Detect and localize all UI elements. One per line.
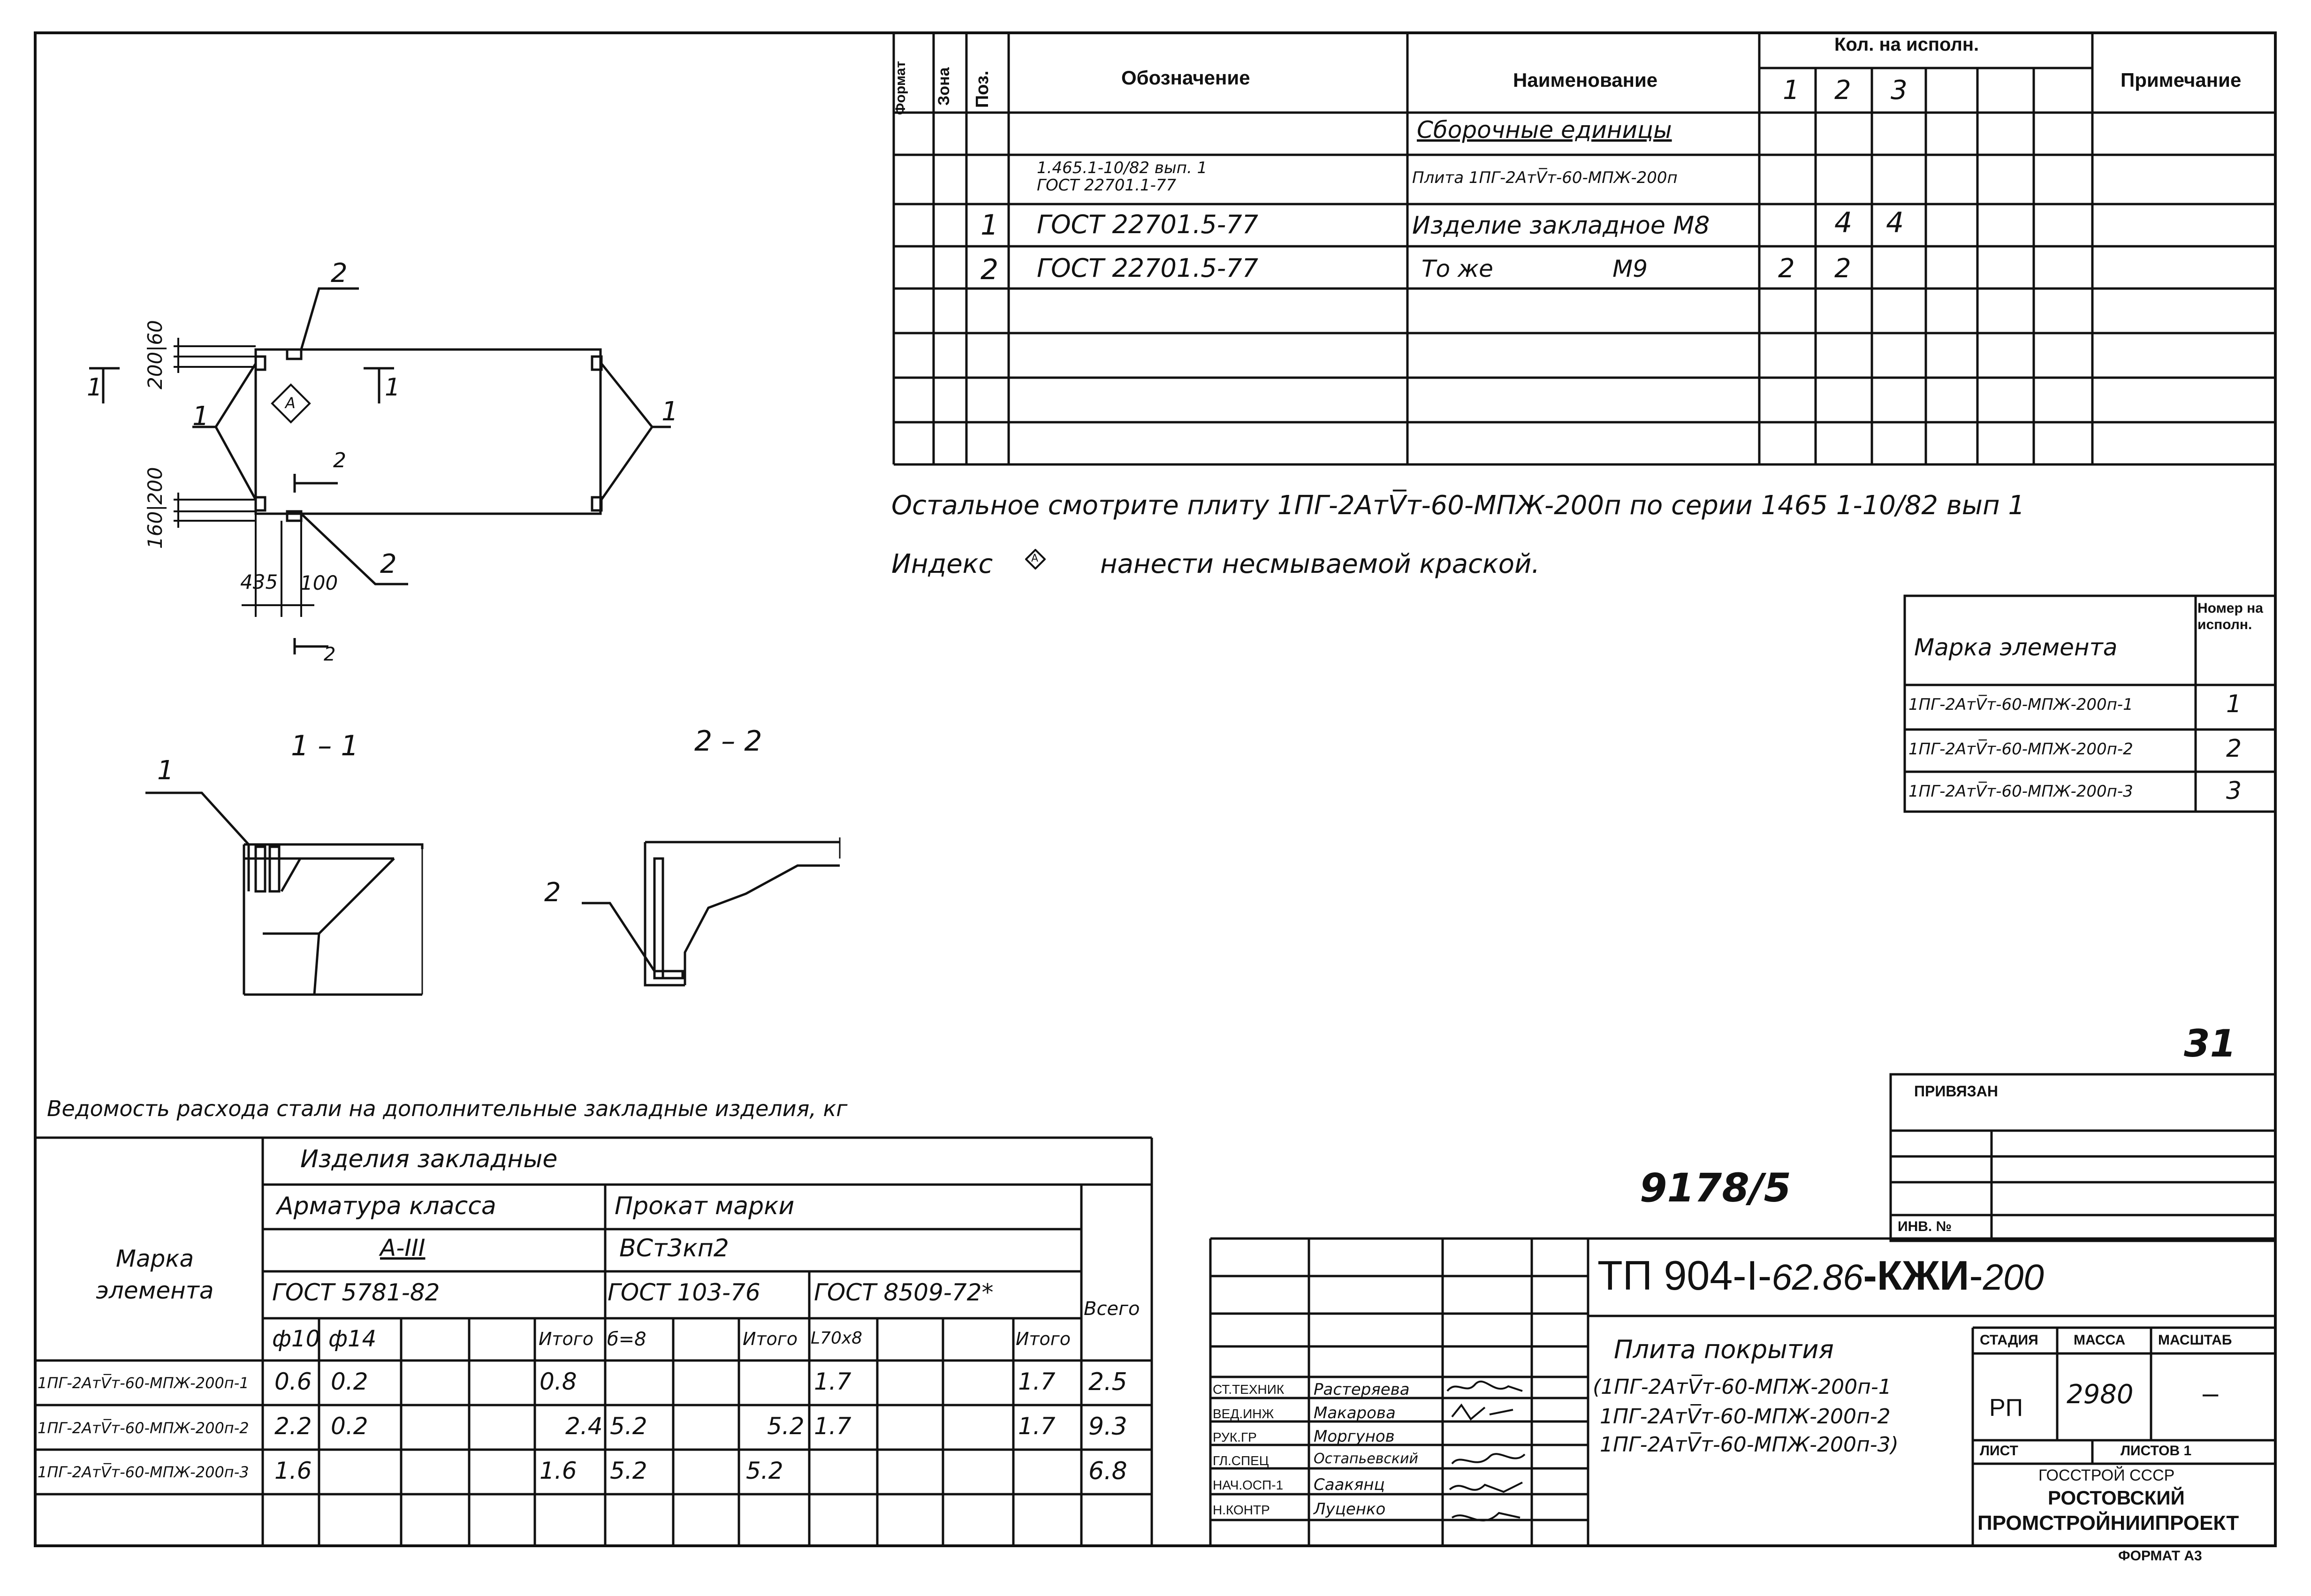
spec-table-grid (894, 33, 2275, 464)
org-line-1: ГОССТРОЙ СССР (2038, 1467, 2175, 1484)
diamond-plan-letter: А (285, 394, 296, 412)
spec-header-format: Формат (893, 61, 908, 115)
section-2-title: 2 – 2 (694, 725, 762, 758)
plan-view (89, 289, 671, 654)
object-line-2: 1ПГ-2АтV̅т-60-МПЖ-200п-2 (1600, 1405, 1891, 1429)
staff-role-2: ВЕД.ИНЖ (1213, 1406, 1274, 1421)
steel-row-1-all: 2.5 (1088, 1368, 1127, 1396)
spec-header-qty: Кол. на исполн. (1834, 34, 1979, 55)
steel-table-title: Ведомость расхода стали на дополнительные закладные изделия, кг (47, 1096, 848, 1121)
section-2-2 (582, 837, 840, 985)
dim-200-60: 200|60 (144, 320, 167, 389)
steel-row-3-tot1: 1.6 (540, 1457, 577, 1484)
dim-435: 435 (240, 570, 278, 593)
callout-2-top: 2 (331, 258, 348, 289)
mark-table-row-3-num: 3 (2226, 777, 2242, 805)
spec-header-name: Наименование (1513, 69, 1658, 91)
staff-role-4: ГЛ.СПЕЦ (1213, 1453, 1269, 1468)
staff-name-4: Остапьевский (1314, 1451, 1419, 1467)
steel-sub-d10: ф10 (272, 1326, 320, 1352)
scale-value: – (2203, 1377, 2219, 1409)
section-mark-2-bottom: 2 (324, 644, 336, 665)
steel-header-gost2: ГОСТ 8509-72* (814, 1279, 994, 1306)
inv-label: ИНВ. № (1898, 1219, 1952, 1234)
spec-row-2-q3: 4 (1886, 206, 1904, 239)
spec-row-3-q1: 2 (1778, 253, 1795, 284)
steel-sub-total3: Итого (1016, 1329, 1071, 1349)
steel-row-1-mark: 1ПГ-2АтV̅т-60-МПЖ-200п-1 (38, 1374, 249, 1392)
object-title: Плита покрытия (1614, 1335, 1834, 1364)
steel-row-2-all: 9.3 (1088, 1413, 1127, 1441)
steel-row-2-d10: 2.2 (274, 1413, 312, 1440)
mark-table-row-1-mark: 1ПГ-2АтV̅т-60-МПЖ-200п-1 (1908, 695, 2133, 714)
diamond-index-icon (1025, 549, 1046, 570)
spec-row-3-designation: ГОСТ 22701.5-77 (1037, 253, 1258, 283)
code-prefix: ТП 904-I- (1597, 1252, 1772, 1299)
diamond-index-letter: А (1031, 553, 1039, 564)
scale-label: МАСШТАБ (2158, 1332, 2232, 1348)
section-mark-1-right: 1 (385, 373, 401, 402)
code-kzhi: КЖИ (1877, 1252, 1969, 1299)
steel-header-mark: Марка элемента (96, 1245, 214, 1304)
steel-header-rolled: Прокат марки (615, 1192, 795, 1220)
staff-name-1: Растеряева (1314, 1380, 1410, 1399)
steel-sub-d14: ф14 (328, 1326, 377, 1352)
section-1-title: 1 – 1 (291, 730, 359, 762)
steel-row-3-mark: 1ПГ-2АтV̅т-60-МПЖ-200п-3 (38, 1463, 249, 1481)
steel-row-2-l70: 1.7 (814, 1413, 851, 1440)
note-line-2-after: нанести несмываемой краской. (1100, 549, 1540, 579)
steel-row-2-mark: 1ПГ-2АтV̅т-60-МПЖ-200п-2 (38, 1419, 249, 1437)
steel-sub-t8: б=8 (607, 1329, 646, 1350)
steel-row-1-l70: 1.7 (814, 1368, 851, 1395)
spec-header-pos: Поз. (973, 70, 992, 108)
project-number: 9178/5 (1640, 1165, 1791, 1211)
note-line-2-before: Индекс (891, 549, 993, 579)
steel-row-2-t8: 5.2 (610, 1413, 647, 1440)
spec-row-3-name: То же М9 (1422, 255, 1648, 282)
sheet-label: ЛИСТ (1980, 1443, 2018, 1459)
steel-header-gost1: ГОСТ 103-76 (608, 1279, 760, 1306)
org-line-2: РОСТОВСКИЙ (2048, 1487, 2185, 1509)
steel-sub-total1: Итого (539, 1329, 594, 1349)
callout-2-mid: 2 (333, 448, 346, 472)
spec-row-2-pos: 1 (981, 209, 999, 242)
steel-header-items: Изделия закладные (300, 1145, 558, 1173)
steel-row-2-d14: 0.2 (331, 1413, 368, 1440)
callout-2-bottom: 2 (380, 549, 397, 579)
steel-row-2-tot2: 5.2 (767, 1413, 805, 1440)
spec-section-title: Сборочные единицы (1417, 116, 1672, 144)
sheets-label: ЛИСТОВ 1 (2121, 1443, 2192, 1459)
staff-role-1: СТ.ТЕХНИК (1213, 1382, 1285, 1397)
steel-row-3-tot2: 5.2 (746, 1457, 783, 1484)
code-num: 62.86 (1771, 1256, 1863, 1298)
sheet-number: 31 (2184, 1022, 2236, 1065)
staff-name-5: Саакянц (1314, 1475, 1385, 1494)
steel-sub-total2: Итого (743, 1329, 798, 1349)
mark-table-header-mark: Марка элемента (1914, 634, 2118, 661)
dim-160-200: 160|200 (144, 467, 167, 549)
spec-row-1-designation: 1.465.1-10/82 вып. 1 ГОСТ 22701.1-77 (1037, 159, 1208, 195)
steel-row-2-tot1: 2.4 (565, 1413, 603, 1440)
org-line-3: ПРОМСТРОЙНИИПРОЕКТ (1977, 1512, 2239, 1535)
section-mark-1-left: 1 (87, 373, 103, 402)
steel-row-1-d14: 0.2 (331, 1368, 368, 1395)
staff-name-2: Макарова (1314, 1404, 1396, 1422)
spec-header-qty-1: 1 (1783, 75, 1800, 106)
code-num2: 200 (1983, 1256, 2044, 1298)
steel-header-total: Всего (1084, 1298, 1140, 1320)
steel-header-rebar-gost: ГОСТ 5781-82 (272, 1279, 440, 1306)
code-sep: - (1863, 1252, 1877, 1299)
spec-row-1-name: Плита 1ПГ-2АтV̅т-60-МПЖ-200п (1412, 168, 1678, 187)
steel-row-3-all: 6.8 (1088, 1457, 1127, 1485)
steel-row-3-d10: 1.6 (274, 1457, 312, 1484)
object-line-3: 1ПГ-2АтV̅т-60-МПЖ-200п-3) (1600, 1433, 1899, 1457)
steel-header-rebar: Арматура класса (277, 1192, 496, 1220)
callout-1-right: 1 (661, 396, 678, 427)
binding-label: ПРИВЯЗАН (1914, 1083, 1998, 1100)
code-sep2: - (1969, 1252, 1983, 1299)
mark-table-row-2-num: 2 (2226, 735, 2242, 763)
document-code (1597, 1252, 2044, 1299)
mark-table-row-2-mark: 1ПГ-2АтV̅т-60-МПЖ-200п-2 (1908, 740, 2133, 759)
dim-100: 100 (300, 571, 338, 594)
spec-row-2-designation: ГОСТ 22701.5-77 (1037, 210, 1258, 239)
note-line-1: Остальное смотрите плиту 1ПГ-2АтV̅т-60-МПЖ-200п по серии 1465 1-10/82 вып 1 (891, 490, 2025, 521)
steel-header-rolled-grade: ВСт3кп2 (619, 1234, 729, 1262)
object-line-1: (1ПГ-2АтV̅т-60-МПЖ-200п-1 (1593, 1375, 1892, 1399)
section-2-callout: 2 (544, 877, 561, 908)
steel-sub-l70: L70x8 (811, 1329, 863, 1348)
stage-value: РП (1989, 1394, 2023, 1421)
callout-1-left: 1 (192, 401, 209, 432)
steel-header-rebar-class: А-III (380, 1234, 426, 1262)
steel-row-1-tot3: 1.7 (1018, 1368, 1056, 1395)
spec-header-qty-2: 2 (1834, 75, 1851, 106)
mass-value: 2980 (2067, 1379, 2134, 1410)
spec-header-note: Примечание (2121, 69, 2242, 91)
steel-row-3-t8: 5.2 (610, 1457, 647, 1484)
format-label: ФОРМАТ А3 (2118, 1548, 2202, 1564)
stage-label: СТАДИЯ (1980, 1332, 2038, 1348)
mass-label: МАССА (2074, 1332, 2126, 1348)
spec-header-zone: Зона (935, 67, 953, 106)
signatures (1443, 1377, 1532, 1546)
spec-row-3-q2: 2 (1834, 253, 1851, 284)
spec-row-3-pos: 2 (981, 253, 999, 286)
spec-header-designation: Обозначение (1121, 67, 1250, 89)
staff-name-3: Моргунов (1314, 1427, 1395, 1446)
staff-role-6: Н.КОНТР (1213, 1503, 1270, 1517)
steel-row-1-tot1: 0.8 (540, 1368, 577, 1395)
section-1-callout: 1 (157, 755, 174, 786)
mark-table-row-1-num: 1 (2226, 690, 2242, 718)
staff-role-3: РУК.ГР (1213, 1430, 1257, 1444)
staff-role-5: НАЧ.ОСП-1 (1213, 1478, 1284, 1492)
steel-row-1-d10: 0.6 (274, 1368, 312, 1395)
steel-row-2-tot3: 1.7 (1018, 1413, 1056, 1440)
spec-header-qty-3: 3 (1891, 75, 1908, 106)
mark-table-header-num: Номер на исполн. (2197, 600, 2263, 632)
mark-table-row-3-mark: 1ПГ-2АтV̅т-60-МПЖ-200п-3 (1908, 782, 2133, 801)
section-1-1 (145, 793, 422, 995)
spec-row-2-q2: 4 (1834, 206, 1853, 239)
spec-row-2-name: Изделие закладное М8 (1412, 212, 1710, 240)
staff-name-6: Луценко (1314, 1500, 1386, 1519)
